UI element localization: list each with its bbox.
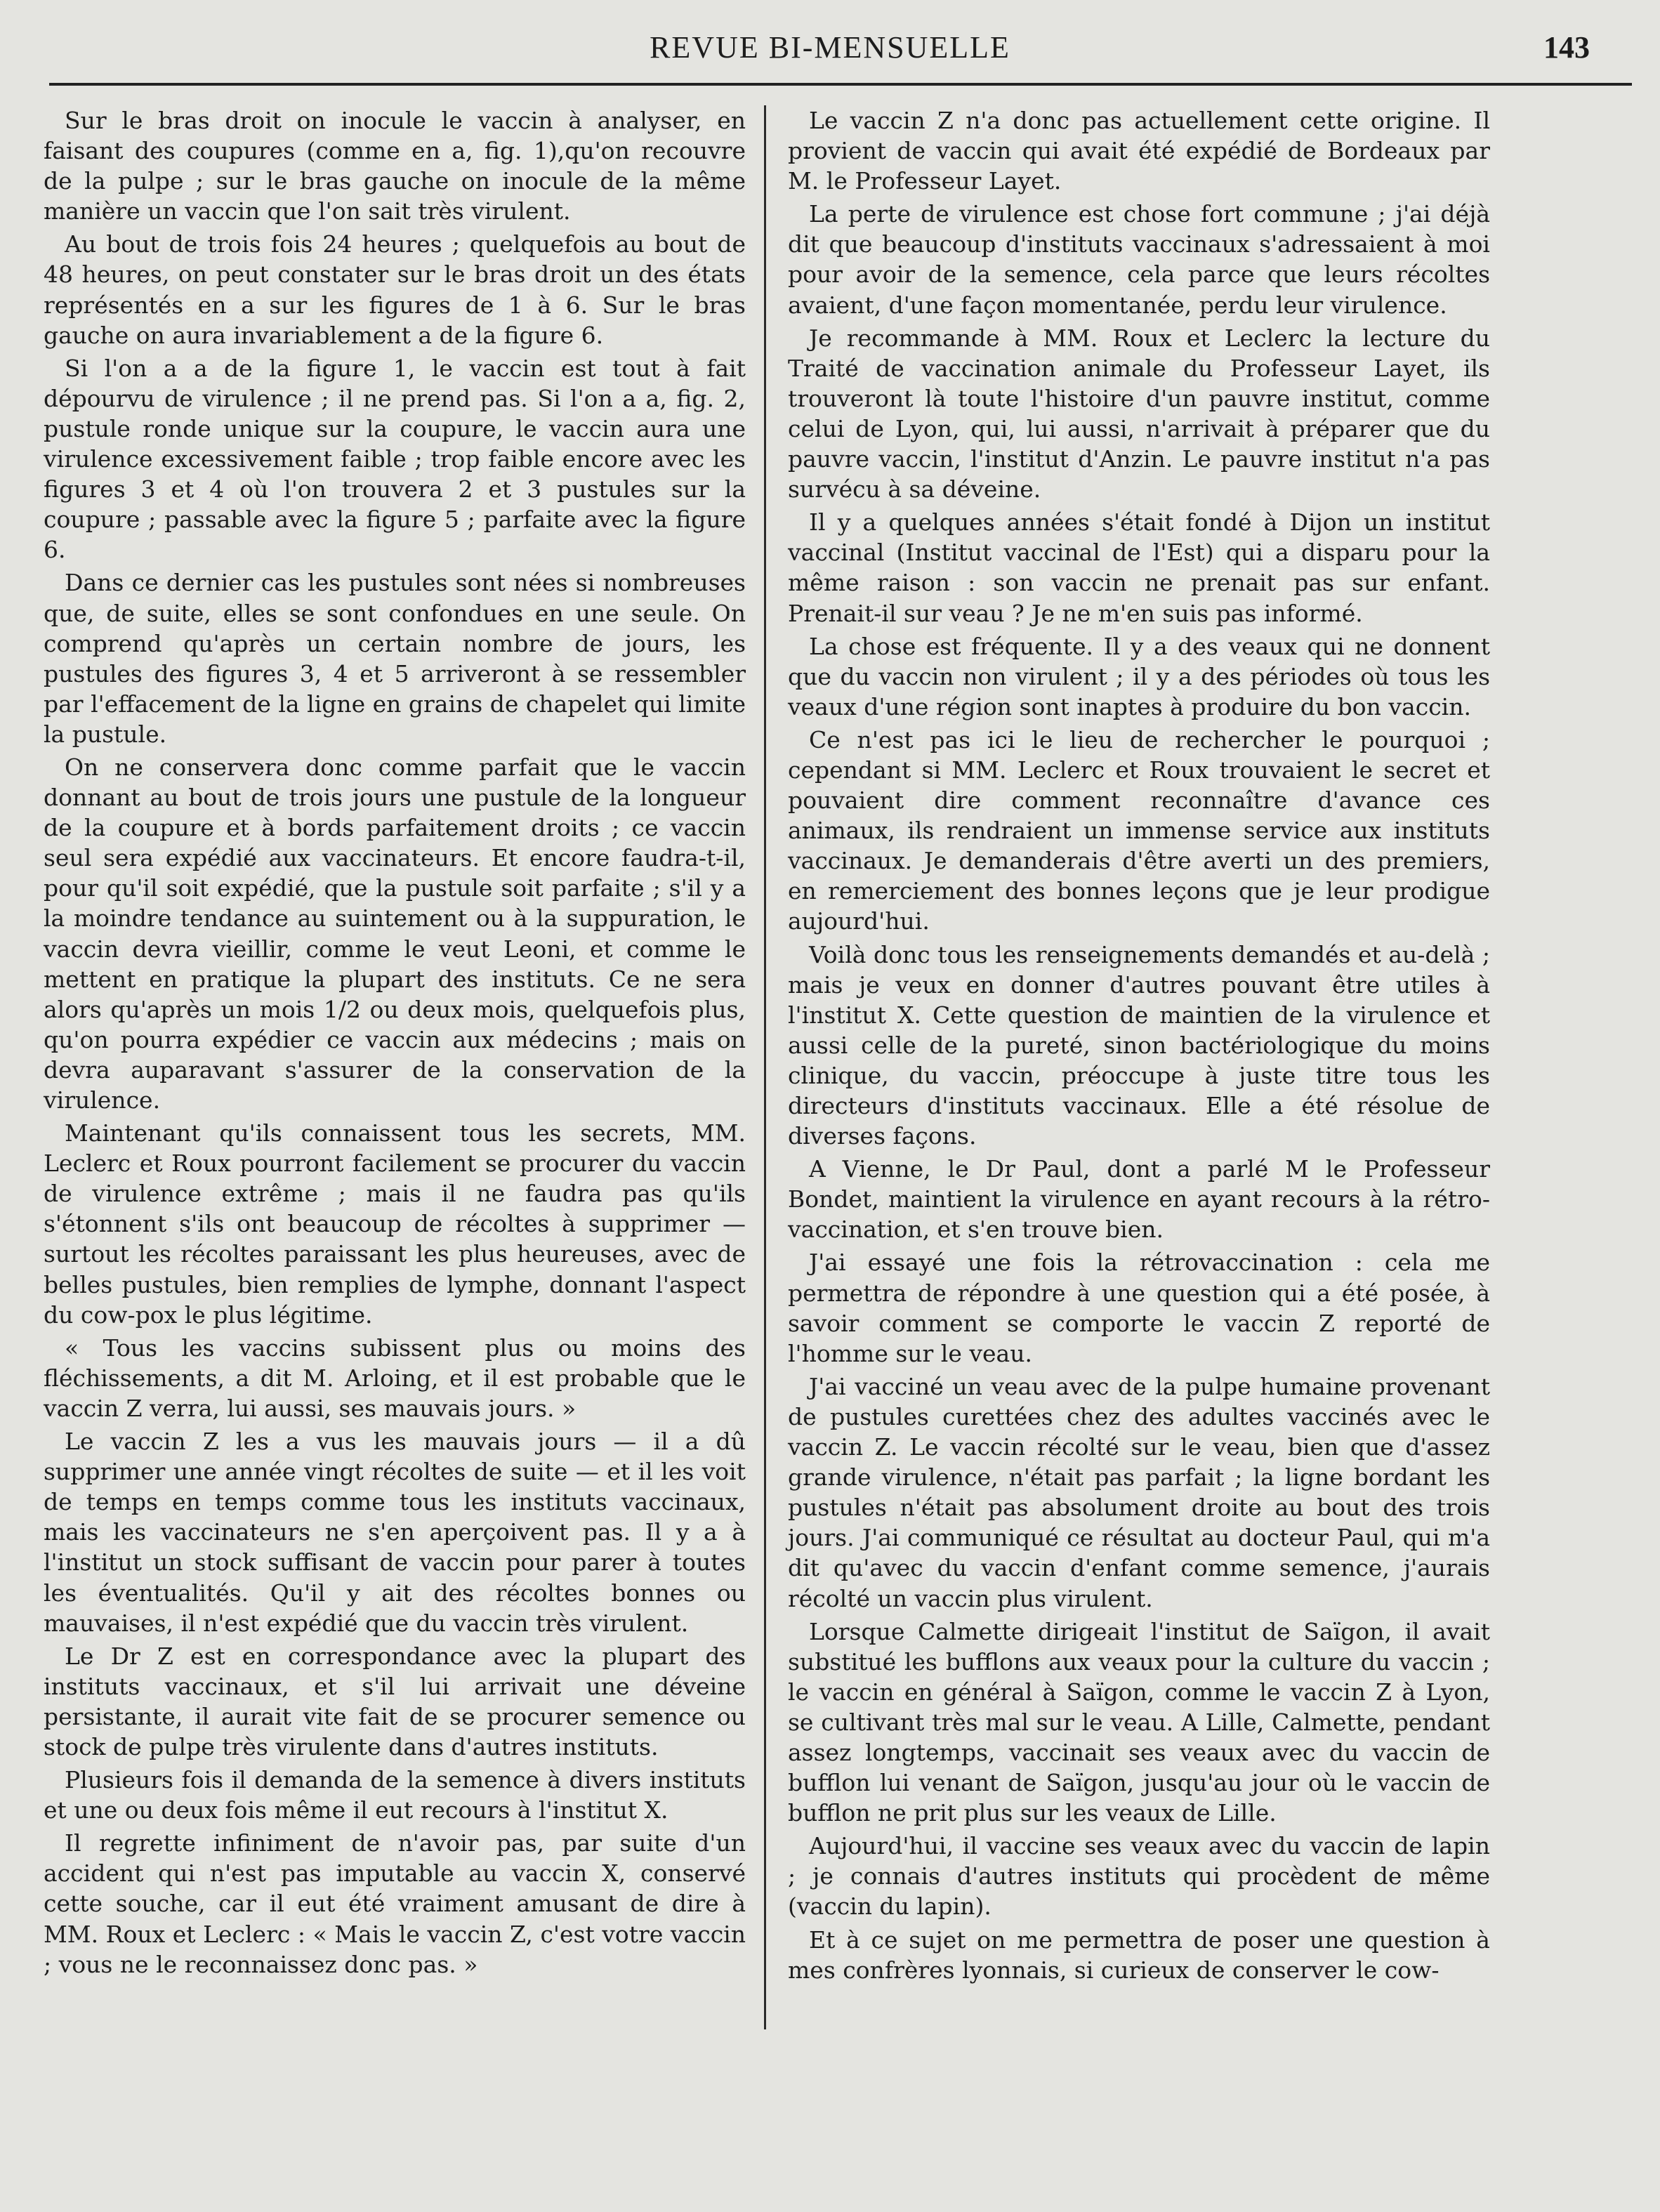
left-column [44, 105, 746, 1982]
paragraph: Et à ce sujet on me permettra de poser une question à mes confrères lyonnais, si curieux de conserver le cow- [788, 1925, 1490, 1984]
paragraph: La perte de virulence est chose fort commune ; j'ai déjà dit que beaucoup d'instituts vaccinaux s'adressaient à moi pour avoir de la semence, cela parce que leurs récoltes avaient, d'une façon momentanée, perdu leur virulence. [788, 200, 1490, 319]
paragraph: Si l'on a a de la figure 1, le vaccin est tout à fait dépourvu de virulence ; il ne prend pas. Si l'on a a, fig. 2, pustule ronde unique sur la coupure, le vaccin aura une virulence excessivement faible ; trop faible encore avec les figures 3 et 4 où l'on trouvera 2 et 3 pustules sur la coupure ; passable avec la figure 5 ; parfaite avec la figure 6. [44, 354, 746, 564]
paragraph: Voilà donc tous les renseignements demandés et au-delà ; mais je veux en donner d'autres pouvant être utiles à l'institut X. Cette question de maintien de la virulence et aussi celle de la pureté, sinon bactériologique du moins clinique, du vaccin, préoccupe à juste titre tous les directeurs d'instituts vaccinaux. Elle a été résolue de diverses façons. [788, 940, 1490, 1150]
page-number: 143 [1543, 30, 1590, 65]
paragraph: Il y a quelques années s'était fondé à Dijon un institut vaccinal (Institut vaccinal de l'Est) qui a disparu pour la même raison : son vaccin ne prenait pas sur enfant. Prenait-il sur veau ? Je ne m'en suis pas informé. [788, 508, 1490, 627]
paragraph: On ne conservera donc comme parfait que le vaccin donnant au bout de trois jours une pustule de la longueur de la coupure et à bords parfaitement droits ; ce vaccin seul sera expédié aux vaccinateurs. Et encore faudra-t-il, pour qu'il soit expédié, que la pustule soit parfaite ; s'il y a la moindre tendance au suintement ou à la suppuration, le vaccin devra vieillir, comme le veut Leoni, et comme le mettent en pratique la plupart des instituts. Ce ne sera alors qu'après un mois 1/2 ou deux mois, quelquefois plus, qu'on pourra expédier ce vaccin aux médecins ; mais on devra auparavant s'assurer de la conservation de la virulence. [44, 753, 746, 1114]
paragraph: J'ai vacciné un veau avec de la pulpe humaine provenant de pustules curettées chez des adultes vaccinés avec le vaccin Z. Le vaccin récolté sur le veau, bien que d'assez grande virulence, n'était pas parfait ; la ligne bordant les pustules n'était pas absolument droite au bout des trois jours. J'ai communiqué ce résultat au docteur Paul, qui m'a dit qu'avec du vaccin d'enfant comme semence, j'aurais récolté un vaccin plus virulent. [788, 1372, 1490, 1612]
paragraph: Le vaccin Z les a vus les mauvais jours — il a dû supprimer une année vingt récoltes de suite — et il les voit de temps en temps comme tous les instituts vaccinaux, mais les vaccinateurs ne s'en aperçoivent pas. Il y a à l'institut un stock suffisant de vaccin pour parer à toutes les éventualités. Qu'il y ait des récoltes bonnes ou mauvaises, il n'est expédié que du vaccin très virulent. [44, 1428, 746, 1637]
journal-title: REVUE BI-MENSUELLE [650, 30, 1010, 65]
blank-page-bottom [0, 2036, 1660, 2212]
paragraph: Je recommande à MM. Roux et Leclerc la lecture du Traité de vaccination animale du Professeur Layet, ils trouveront là toute l'histoire d'un pauvre institut, comme celui de Lyon, qui, lui aussi, n'arrivait à préparer que du pauvre vaccin, l'institut d'Anzin. Le pauvre institut n'a pas survécu à sa déveine. [788, 324, 1490, 503]
paragraph: J'ai essayé une fois la rétrovaccination : cela me permettra de répondre à une question qui a été posée, à savoir comment se comporte le vaccin Z reporté de l'homme sur le veau. [788, 1249, 1490, 1367]
paragraph: Lorsque Calmette dirigeait l'institut de Saïgon, il avait substitué les bufflons aux veaux pour la culture du vaccin ; le vaccin en général à Saïgon, comme le vaccin Z à Lyon, se cultivant très mal sur le veau. A Lille, Calmette, pendant assez longtemps, vaccinait ses veaux avec du vaccin de bufflon lui venant de Saïgon, jusqu'au jour où le vaccin de bufflon ne prit plus sur les veaux de Lille. [788, 1617, 1490, 1827]
paragraph: A Vienne, le Dr Paul, dont a parlé M le Professeur Bondet, maintient la virulence en ayant recours à la rétro-vaccination, et s'en trouve bien. [788, 1155, 1490, 1244]
paragraph: Sur le bras droit on inocule le vaccin à analyser, en faisant des coupures (comme en a, fig. 1),qu'on recouvre de la pulpe ; sur le bras gauche on inocule de la même manière un vaccin que l'on sait très virulent. [44, 107, 746, 225]
paragraph: « Tous les vaccins subissent plus ou moins des fléchissements, a dit M. Arloing, et il est probable que le vaccin Z verra, lui aussi, ses mauvais jours. » [44, 1334, 746, 1422]
column-divider [764, 105, 766, 2029]
paragraph: Au bout de trois fois 24 heures ; quelquefois au bout de 48 heures, on peut constater sur le bras droit un des états représentés en a sur les figures de 1 à 6. Sur le bras gauche on aura invariablement a de la figure 6. [44, 230, 746, 349]
paragraph: Ce n'est pas ici le lieu de rechercher le pourquoi ; cependant si MM. Leclerc et Roux trouvaient le secret et pouvaient dire comment reconnaître d'avance ces animaux, ils rendraient un immense service aux instituts vaccinaux. Je demanderais d'être averti un des premiers, en remerciement des bonnes leçons que je leur prodigue aujourd'hui. [788, 725, 1490, 935]
paragraph: Le Dr Z est en correspondance avec la plupart des instituts vaccinaux, et s'il lui arrivait une déveine persistante, il aurait vite fait de se procurer semence ou stock de pulpe très virulente dans d'autres instituts. [44, 1642, 746, 1760]
header-rule [49, 83, 1632, 86]
paragraph: Il regrette infiniment de n'avoir pas, par suite d'un accident qui n'est pas imputable au vaccin X, conservé cette souche, car il eut été vraiment amusant de dire à MM. Roux et Leclerc : « Mais le vaccin Z, c'est votre vaccin ; vous ne le reconnaissez donc pas. » [44, 1829, 746, 1978]
paragraph: Dans ce dernier cas les pustules sont nées si nombreuses que, de suite, elles se sont confondues en une seule. On comprend qu'après un certain nombre de jours, les pustules des figures 3, 4 et 5 arriveront à se ressembler par l'effacement de la ligne en grains de chapelet qui limite la pustule. [44, 569, 746, 748]
right-column [788, 105, 1490, 1988]
paragraph: Aujourd'hui, il vaccine ses veaux avec du vaccin de lapin ; je connais d'autres instituts qui procèdent de même (vaccin du lapin). [788, 1832, 1490, 1921]
running-head [42, 29, 1618, 79]
paragraph: Maintenant qu'ils connaissent tous les secrets, MM. Leclerc et Roux pourront facilement se procurer du vaccin de virulence extrême ; mais il ne faudra pas qu'ils s'étonnent s'ils ont beaucoup de récoltes à supprimer — surtout les récoltes paraissant les plus heureuses, avec de belles pustules, bien remplies de lymphe, donnant l'aspect du cow-pox le plus légitime. [44, 1119, 746, 1329]
paragraph: Plusieurs fois il demanda de la semence à divers instituts et une ou deux fois même il eut recours à l'institut X. [44, 1766, 746, 1824]
paragraph: La chose est fréquente. Il y a des veaux qui ne donnent que du vaccin non virulent ; il y a des périodes où tous les veaux d'une région sont inaptes à produire du bon vaccin. [788, 632, 1490, 720]
paragraph: Le vaccin Z n'a donc pas actuellement cette origine. Il provient de vaccin qui avait été expédié de Bordeaux par M. le Professeur Layet. [788, 107, 1490, 195]
